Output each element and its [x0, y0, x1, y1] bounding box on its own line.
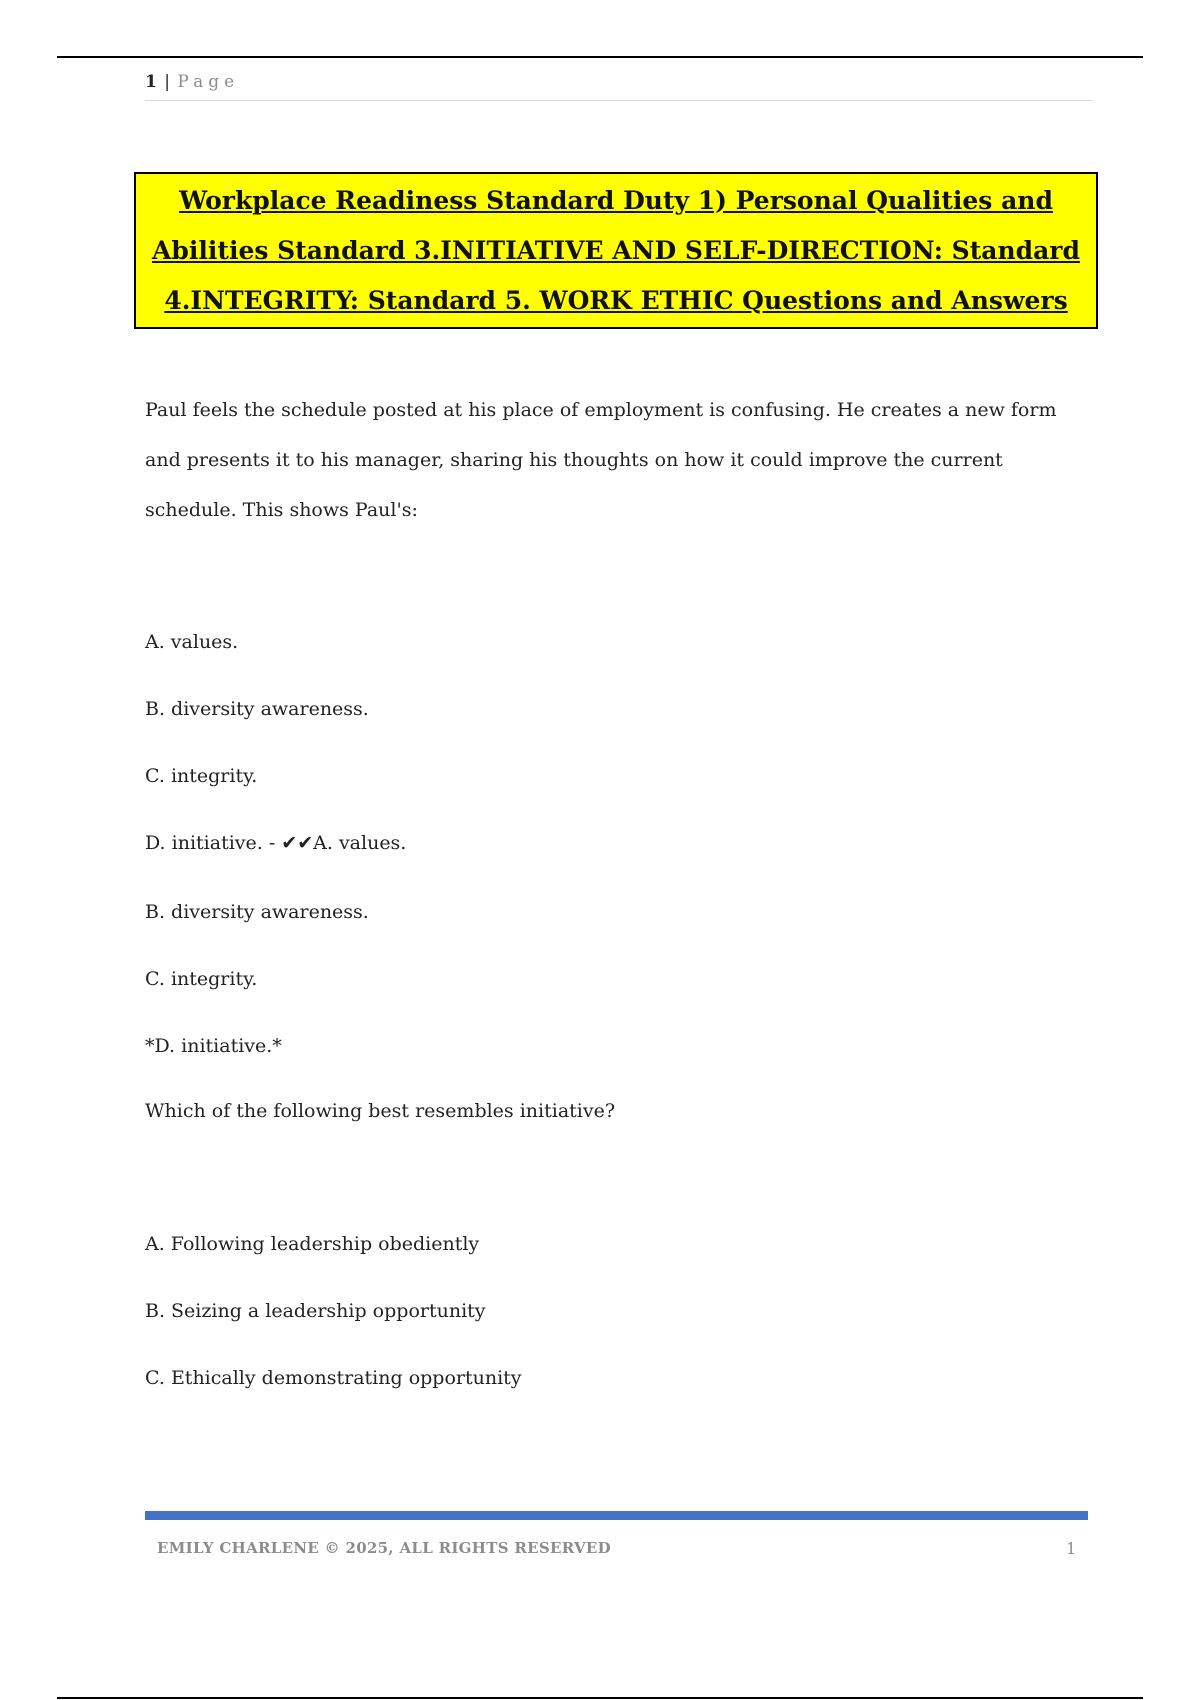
- q1-option-b: B. diversity awareness.: [145, 698, 369, 720]
- q1-option-d: [145, 829, 406, 857]
- q1-option-c: C. integrity.: [145, 765, 258, 787]
- question-1-text: Paul feels the schedule posted at his place of employment is confusing. He creates a new form and presents it to his manager, sharing his thoughts on how it could improve the current schedule. This shows Paul's:: [145, 399, 1057, 521]
- q2-option-b: B. Seizing a leadership opportunity: [145, 1300, 486, 1322]
- title-box: [134, 172, 1098, 329]
- q1-option-a: A. values.: [145, 631, 239, 653]
- q2-option-c: C. Ethically demonstrating opportunity: [145, 1367, 522, 1389]
- q2-option-a: A. Following leadership obediently: [145, 1233, 480, 1255]
- top-rule: [57, 56, 1143, 58]
- footer-page-number: 1: [1066, 1539, 1077, 1558]
- q1-answer-b: B. diversity awareness.: [145, 901, 369, 923]
- q1-answer-a: A. values.: [313, 832, 407, 854]
- q1-answer-c: C. integrity.: [145, 968, 258, 990]
- footer-copyright: EMILY CHARLENE © 2025, ALL RIGHTS RESERVED: [157, 1539, 611, 1557]
- question-2-text: Which of the following best resembles initiative?: [145, 1100, 616, 1122]
- document-title: Workplace Readiness Standard Duty 1) Personal Qualities and Abilities Standard 3.INITIATIVE AND SELF-DIRECTION: Standard 4.INTEGRITY: Standard 5. WORK ETHIC Questions and Answers: [152, 185, 1080, 315]
- page-header: [145, 72, 1093, 101]
- footer-bar: [145, 1511, 1088, 1520]
- header-page-word: Page: [177, 72, 240, 92]
- q1-correct-answer: *D. initiative.*: [145, 1035, 282, 1057]
- q1-option-d-text: D. initiative. -: [145, 832, 282, 854]
- header-separator: |: [164, 72, 170, 92]
- bottom-rule: [57, 1697, 1143, 1699]
- check-icon: ✔✔: [281, 832, 314, 854]
- header-page-number: 1: [145, 72, 157, 92]
